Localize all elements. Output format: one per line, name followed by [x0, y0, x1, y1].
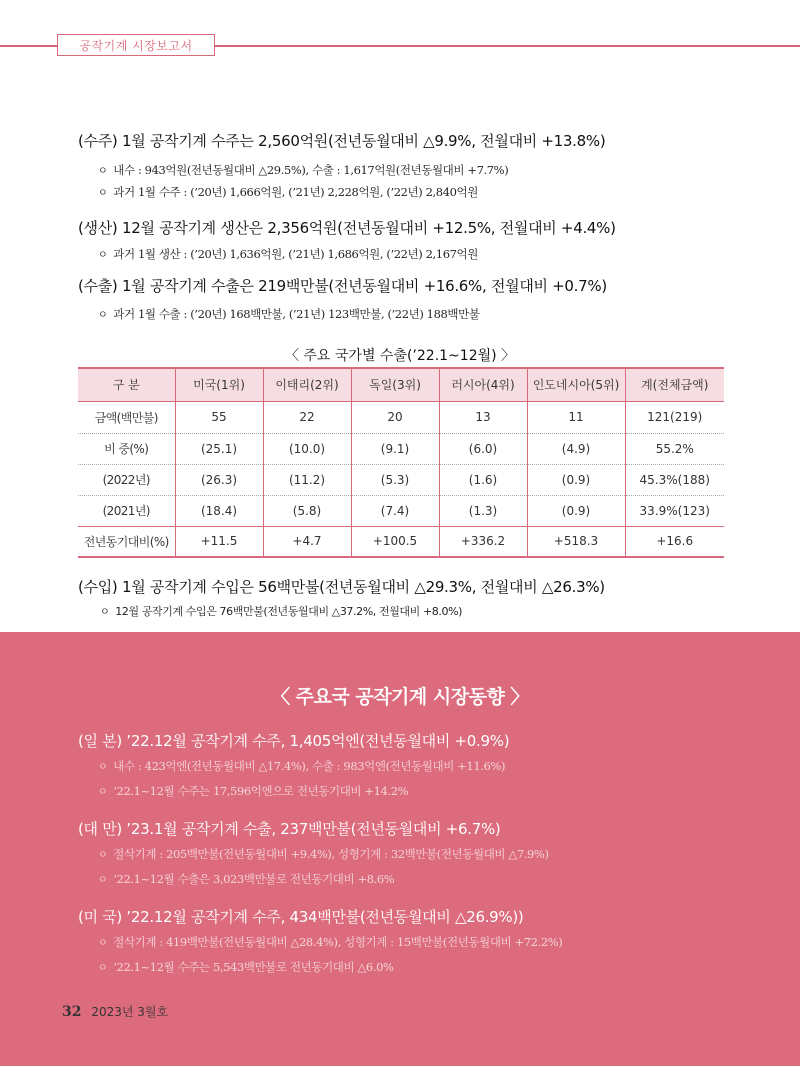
table-cell: 비 중(%) — [78, 433, 175, 464]
bullet: ㅇ — [98, 963, 108, 974]
usa-item-2 — [98, 959, 394, 975]
imports-item-1-text: 12월 공작기계 수입은 76백만불(전년동월대비 △37.2%, 전월대비 +8.0%) — [115, 605, 463, 618]
table-cell: 33.9%(123) — [625, 495, 724, 526]
market-trends-panel — [0, 632, 800, 1066]
exports-headline: (수출) 1월 공작기계 수출은 219백만불(전년동월대비 +16.6%, 전월대비 +0.7%) — [78, 277, 607, 295]
table-cell: 121(219) — [625, 401, 724, 433]
japan-item-1 — [98, 758, 505, 774]
orders-item-2-text: 과거 1월 수주 : (’20년) 1,666억원, (’21년) 2,228억원, (’22년) 2,840억원 — [113, 185, 478, 199]
header-tab-label: 공작기계 시장보고서 — [79, 39, 193, 53]
table-cell: +11.5 — [175, 526, 263, 557]
bullet: ㅇ — [98, 250, 108, 261]
table-row — [78, 433, 724, 464]
table-row — [78, 401, 724, 433]
taiwan-headline: (대 만) ’23.1월 공작기계 수출, 237백만불(전년동월대비 +6.7%) — [78, 820, 501, 838]
page-footer — [62, 1003, 168, 1020]
bullet: ㅇ — [100, 607, 110, 618]
table-cell: 전년동기대비(%) — [78, 526, 175, 557]
bullet: ㅇ — [98, 938, 108, 949]
orders-item-2 — [98, 184, 478, 200]
table-cell: (26.3) — [175, 464, 263, 495]
table-title: 〈 주요 국가별 수출(’22.1~12월) 〉 — [284, 348, 516, 364]
table-header-cell: 계(전체금액) — [625, 368, 724, 401]
table-cell: (1.6) — [439, 464, 527, 495]
orders-item-1 — [98, 162, 508, 178]
header-tab — [57, 34, 215, 56]
table-header-cell: 이태리(2위) — [263, 368, 351, 401]
table-cell: (4.9) — [527, 433, 625, 464]
table-cell: +518.3 — [527, 526, 625, 557]
export-table — [78, 367, 724, 558]
imports-item-1 — [100, 603, 462, 619]
table-cell: (2021년) — [78, 495, 175, 526]
table-header-cell: 독일(3위) — [351, 368, 439, 401]
orders-headline: (수주) 1월 공작기계 수주는 2,560억원(전년동월대비 △9.9%, 전월대비 +13.8%) — [78, 132, 606, 150]
usa-item-1 — [98, 934, 562, 950]
bullet: ㅇ — [98, 850, 108, 861]
table-cell: 45.3%(188) — [625, 464, 724, 495]
table-cell: 55 — [175, 401, 263, 433]
taiwan-item-2 — [98, 871, 394, 887]
trends-title: 〈 주요국 공작기계 시장동향 〉 — [271, 686, 529, 708]
table-cell: 금액(백만불) — [78, 401, 175, 433]
japan-headline: (일 본) ’22.12월 공작기계 수주, 1,405억엔(전년동월대비 +0.9%) — [78, 732, 510, 750]
bullet: ㅇ — [98, 188, 108, 199]
table-cell: 11 — [527, 401, 625, 433]
taiwan-item-1-text: 절삭기계 : 205백만불(전년동월대비 +9.4%), 성형기계 : 32백만불(전년동월대비 △7.9%) — [113, 847, 549, 861]
production-item-1-text: 과거 1월 생산 : (’20년) 1,636억원, (’21년) 1,686억원, (’22년) 2,167억원 — [113, 247, 478, 261]
table-header-cell: 미국(1위) — [175, 368, 263, 401]
exports-item-1-text: 과거 1월 수출 : (’20년) 168백만불, (’21년) 123백만불, (’22년) 188백만불 — [113, 307, 480, 321]
table-cell: (25.1) — [175, 433, 263, 464]
table-cell: 20 — [351, 401, 439, 433]
table-cell: (5.8) — [263, 495, 351, 526]
table-row — [78, 526, 724, 557]
table-cell: (9.1) — [351, 433, 439, 464]
taiwan-item-1 — [98, 846, 549, 862]
table-row — [78, 495, 724, 526]
production-item-1 — [98, 246, 478, 262]
issue-label: 2023년 3월호 — [91, 1005, 169, 1019]
table-cell: +16.6 — [625, 526, 724, 557]
japan-item-2-text: ’22.1~12월 수주는 17,596억엔으로 전년동기대비 +14.2% — [113, 784, 409, 798]
taiwan-item-2-text: ’22.1~12월 수출은 3,023백만불로 전년동기대비 +8.6% — [113, 872, 395, 886]
japan-item-2 — [98, 783, 408, 799]
table-cell: (0.9) — [527, 464, 625, 495]
table-header-cell: 러시아(4위) — [439, 368, 527, 401]
usa-item-2-text: ’22.1~12월 수주는 5,543백만불로 전년동기대비 △6.0% — [113, 960, 394, 974]
bullet: ㅇ — [98, 310, 108, 321]
table-cell: (2022년) — [78, 464, 175, 495]
bullet: ㅇ — [98, 787, 108, 798]
table-cell: (6.0) — [439, 433, 527, 464]
japan-item-1-text: 내수 : 423억엔(전년동월대비 △17.4%), 수출 : 983억엔(전년동월대비 +11.6%) — [113, 759, 506, 773]
table-cell: 13 — [439, 401, 527, 433]
bullet: ㅇ — [98, 762, 108, 773]
table-cell: +336.2 — [439, 526, 527, 557]
table-cell: (1.3) — [439, 495, 527, 526]
table-cell: (5.3) — [351, 464, 439, 495]
table-header-row — [78, 368, 724, 401]
table-cell: (10.0) — [263, 433, 351, 464]
table-cell: (0.9) — [527, 495, 625, 526]
table-cell: 22 — [263, 401, 351, 433]
usa-item-1-text: 절삭기계 : 419백만불(전년동월대비 △28.4%), 성형기계 : 15백만불(전년동월대비 +72.2%) — [113, 935, 563, 949]
exports-item-1 — [98, 306, 480, 322]
table-row — [78, 464, 724, 495]
orders-item-1-text: 내수 : 943억원(전년동월대비 △29.5%), 수출 : 1,617억원(전년동월대비 +7.7%) — [113, 163, 509, 177]
bullet: ㅇ — [98, 166, 108, 177]
table-header-cell: 인도네시아(5위) — [527, 368, 625, 401]
bullet: ㅇ — [98, 875, 108, 886]
table-cell: (11.2) — [263, 464, 351, 495]
table-header-cell: 구 분 — [78, 368, 175, 401]
page-number: 32 — [62, 1004, 82, 1020]
imports-headline: (수입) 1월 공작기계 수입은 56백만불(전년동월대비 △29.3%, 전월대비 △26.3%) — [78, 578, 605, 596]
table-cell: +100.5 — [351, 526, 439, 557]
table-cell: 55.2% — [625, 433, 724, 464]
table-cell: (18.4) — [175, 495, 263, 526]
usa-headline: (미 국) ’22.12월 공작기계 수주, 434백만불(전년동월대비 △26.9%)) — [78, 908, 524, 926]
table-cell: (7.4) — [351, 495, 439, 526]
table-cell: +4.7 — [263, 526, 351, 557]
production-headline: (생산) 12월 공작기계 생산은 2,356억원(전년동월대비 +12.5%, 전월대비 +4.4%) — [78, 219, 616, 237]
